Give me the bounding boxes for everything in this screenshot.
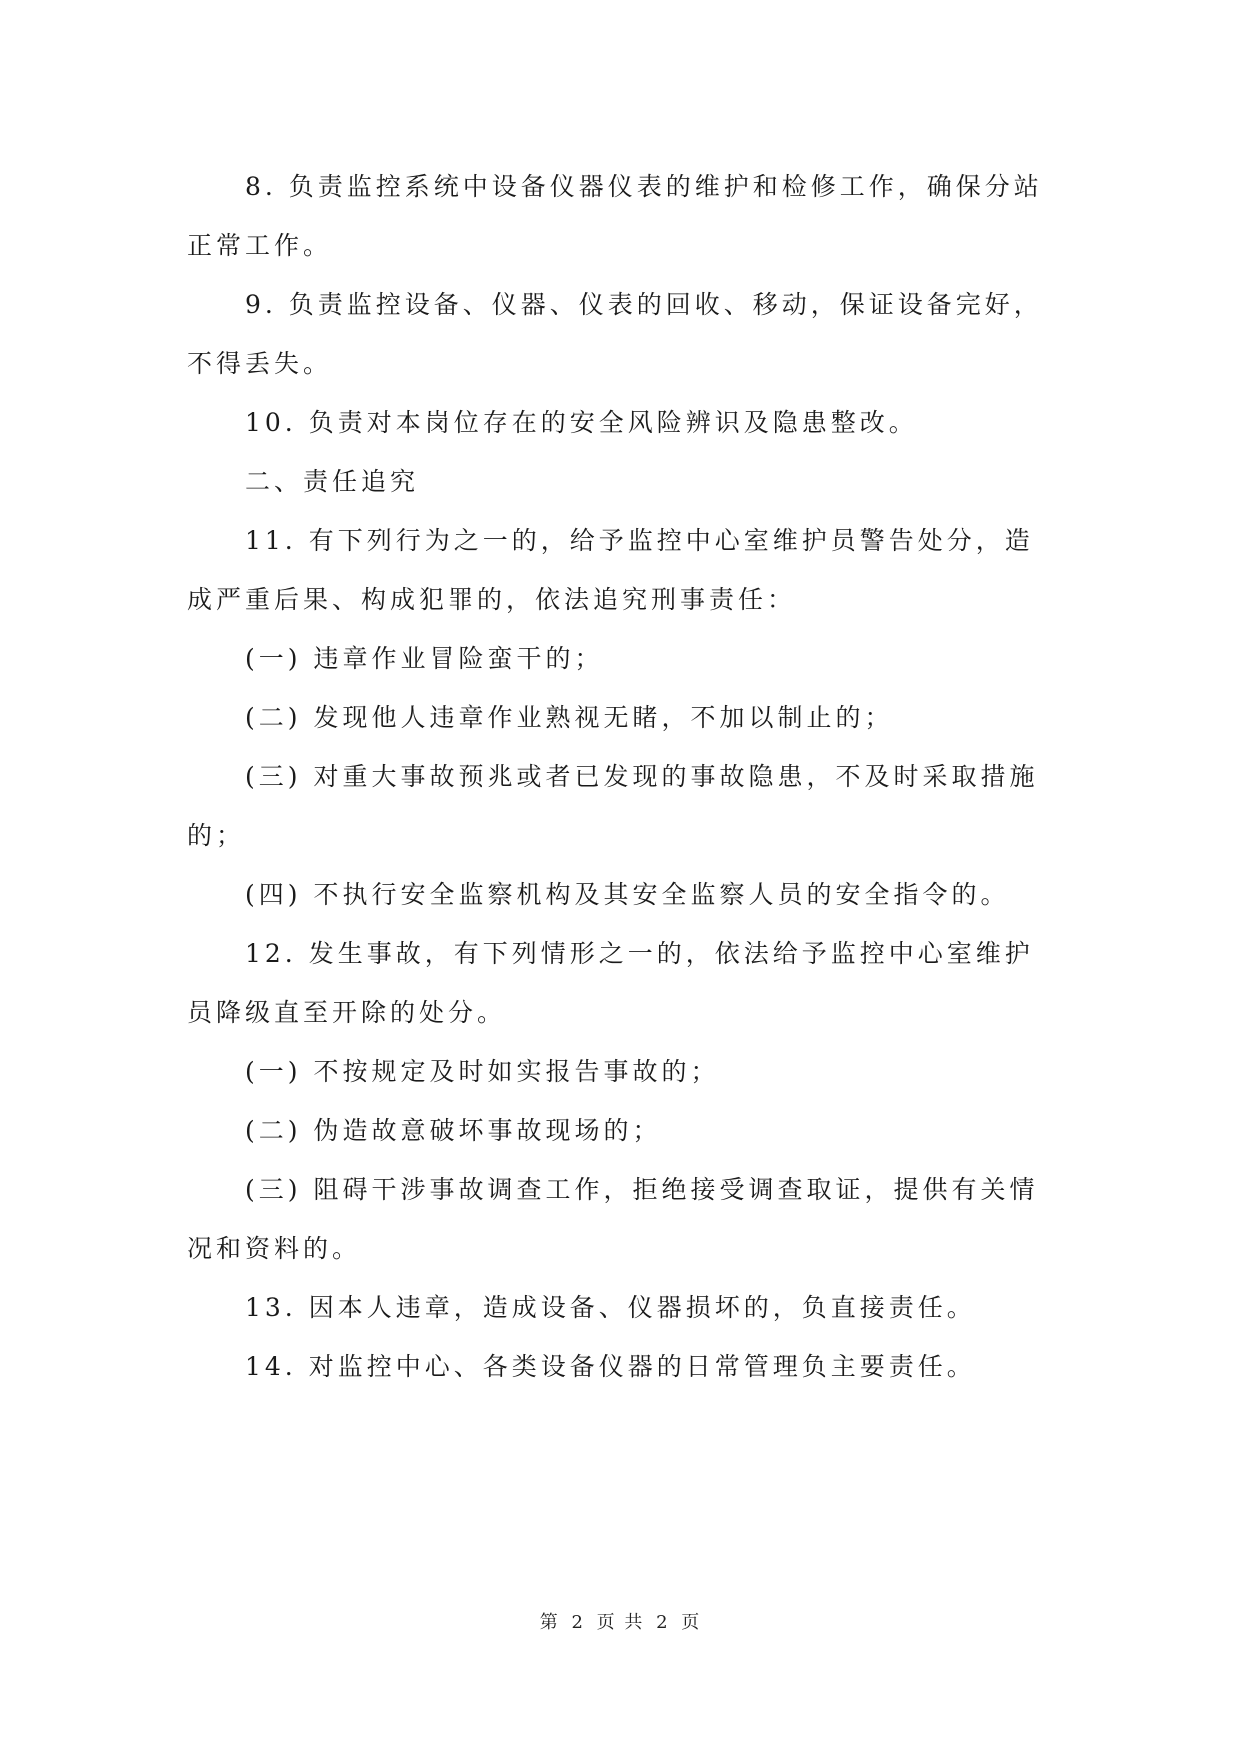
sub-item-11-1: (一) 违章作业冒险蛮干的；	[245, 644, 604, 673]
footer-prefix: 第	[539, 1612, 560, 1633]
document-body	[187, 157, 1055, 1396]
footer-current-page: 2	[571, 1612, 585, 1633]
section-heading-liability: 二、责任追究	[245, 467, 420, 496]
footer-total-pages: 2	[656, 1612, 670, 1633]
sub-item-12-2: (二) 伪造故意破坏事故现场的；	[245, 1116, 662, 1145]
paragraph-item-13: 13. 因本人违章，造成设备、仪器损坏的，负直接责任。	[245, 1293, 976, 1322]
paragraph-item-11: 11. 有下列行为之一的，给予监控中心室维护员警告处分，造成严重后果、构成犯罪的，依法追究刑事责任：	[187, 526, 1034, 614]
page-footer	[0, 1608, 1241, 1634]
paragraph-item-10: 10. 负责对本岗位存在的安全风险辨识及隐患整改。	[245, 408, 918, 437]
sub-item-11-4: (四) 不执行安全监察机构及其安全监察人员的安全指令的。	[245, 880, 1010, 909]
sub-item-12-3: (三) 阻碍干涉事故调查工作，拒绝接受调查取证，提供有关情况和资料的。	[187, 1175, 1039, 1263]
footer-suffix: 页	[681, 1612, 702, 1633]
footer-middle: 页 共	[596, 1612, 645, 1633]
sub-item-12-1: (一) 不按规定及时如实报告事故的；	[245, 1057, 720, 1086]
sub-item-11-2: (二) 发现他人违章作业熟视无睹，不加以制止的；	[245, 703, 894, 732]
paragraph-item-9: 9. 负责监控设备、仪器、仪表的回收、移动，保证设备完好，不得丢失。	[187, 290, 1043, 378]
paragraph-item-14: 14. 对监控中心、各类设备仪器的日常管理负主要责任。	[245, 1352, 976, 1381]
paragraph-item-12: 12. 发生事故，有下列情形之一的，依法给予监控中心室维护员降级直至开除的处分。	[187, 939, 1034, 1027]
sub-item-11-3: (三) 对重大事故预兆或者已发现的事故隐患，不及时采取措施的；	[187, 762, 1039, 850]
paragraph-item-8: 8. 负责监控系统中设备仪器仪表的维护和检修工作，确保分站正常工作。	[187, 172, 1043, 260]
